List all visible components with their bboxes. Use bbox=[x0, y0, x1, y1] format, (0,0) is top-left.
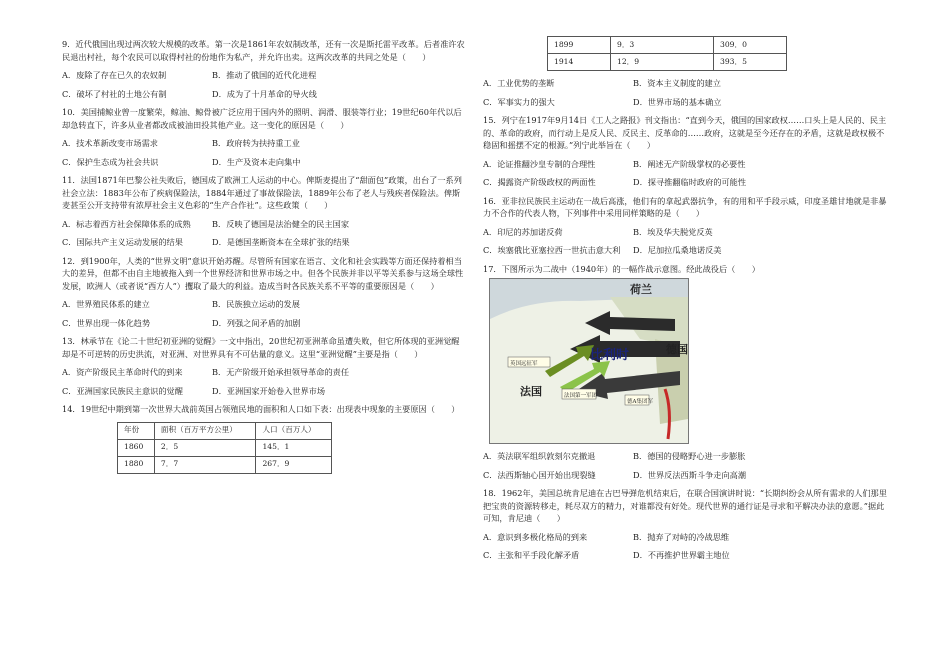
option-b[interactable]: B．德国的侵略野心进一步膨胀 bbox=[633, 451, 746, 461]
option-a[interactable]: A．资产阶级民主革命时代的到来 bbox=[62, 367, 183, 377]
question-16-text: 16．亚非拉民族民主运动在一战后高涨，他们有的拿起武器抗争，有的用和平手段示威，印度圣雄甘地就是非暴力不合作的代表人物，下列事件中采用同样策略的是（ ） bbox=[483, 195, 887, 218]
question-13-text: 13．林承节在《论二十世纪初亚洲的觉醒》一文中指出，20世纪初亚洲革命虽遭失败，但它所体现的亚洲觉醒却是不可逆转的历史洪流，对亚洲、对世界具有不可估量的意义。这里“亚洲觉醒”主要是指（ ） bbox=[62, 336, 460, 359]
question-10 bbox=[62, 106, 467, 168]
option-b[interactable]: B．资本主义制度的建立 bbox=[633, 78, 721, 88]
question-16 bbox=[483, 195, 888, 257]
question-9 bbox=[62, 38, 467, 100]
option-b[interactable]: B．民族独立运动的发展 bbox=[212, 299, 300, 309]
table-cell: 1899 bbox=[548, 37, 611, 54]
table-header: 人口（百万人） bbox=[256, 422, 332, 439]
option-b[interactable]: B．无产阶级开始承担领导革命的责任 bbox=[212, 367, 350, 377]
option-a[interactable]: A．世界殖民体系的建立 bbox=[62, 299, 150, 309]
option-c[interactable]: C．主张和平手段化解矛盾 bbox=[483, 550, 580, 560]
option-b[interactable]: B．反映了德国是法治健全的民主国家 bbox=[212, 218, 350, 229]
table-cell: 145．1 bbox=[256, 439, 332, 456]
option-c[interactable]: C．国际共产主义运动发展的结果 bbox=[62, 237, 183, 247]
option-d[interactable]: D．列强之间矛盾的加剧 bbox=[212, 317, 301, 328]
option-d[interactable]: D．尼加拉瓜桑地诺反美 bbox=[633, 245, 722, 255]
colony-table bbox=[117, 422, 332, 474]
option-d[interactable]: D．世界反法西斯斗争走向高潮 bbox=[633, 469, 747, 480]
option-d[interactable]: D．不再推护世界霸主地位 bbox=[633, 550, 730, 560]
option-c[interactable]: C．埃塞俄比亚塞拉西一世抗击意大利 bbox=[483, 245, 621, 255]
question-14-text: 14．19世纪中期到第一次世界大战前英国占领殖民地的面积和人口如下表：出现表中现象的主要原因（ ） bbox=[62, 404, 460, 414]
table-cell: 393．5 bbox=[714, 54, 787, 71]
label-belgium: 比利时 bbox=[590, 348, 630, 363]
table-cell: 9．3 bbox=[611, 37, 714, 54]
table-row bbox=[548, 54, 787, 71]
option-a[interactable]: A．意识到多极化格局的到来 bbox=[483, 531, 588, 542]
table-cell: 2．5 bbox=[154, 439, 256, 456]
option-a[interactable]: A．英法联军组织敦刻尔克撤退 bbox=[483, 451, 596, 461]
option-a[interactable]: A．印尼的苏加诺反荷 bbox=[483, 226, 563, 237]
option-b[interactable]: B．埃及华夫脱党反英 bbox=[633, 226, 713, 237]
question-12 bbox=[62, 255, 467, 330]
option-a[interactable]: A．论证推翻沙皇专制的合理性 bbox=[483, 158, 596, 169]
label-france: 法国 bbox=[520, 385, 542, 398]
option-a[interactable]: A．标志着西方社会保障体系的成熟 bbox=[62, 218, 191, 229]
left-column bbox=[62, 38, 467, 474]
option-a[interactable]: A．工业优势的垄断 bbox=[483, 78, 555, 88]
question-11-text: 11．法国1871年巴黎公社失败后，德国成了欧洲工人运动的中心。俾斯麦提出了“甜面包”政策，出台了一系列社会立法：1883年公布了疾病保险法，1884年通过了事故保险法，1889年公布了老人与残疾者保险法。俾斯麦甚至公开支持带有浓厚社会主义色彩的“生产合作社”。这些政策（ ） bbox=[62, 175, 462, 210]
table-cell: 267．9 bbox=[256, 456, 332, 473]
option-d[interactable]: D．世界市场的基本确立 bbox=[633, 96, 722, 107]
battle-map-svg bbox=[490, 279, 688, 443]
label-germany: 德国 bbox=[666, 343, 688, 356]
table-cell: 7．7 bbox=[154, 456, 256, 473]
question-18 bbox=[483, 487, 888, 562]
question-17 bbox=[483, 263, 888, 482]
table-cell: 309．0 bbox=[714, 37, 787, 54]
label-french-army: 法国第一军团 bbox=[564, 393, 598, 399]
option-c[interactable]: C．亚洲国家民族民主意识的觉醒 bbox=[62, 385, 183, 396]
option-c[interactable]: C．法西斯轴心国开始出现裂缝 bbox=[483, 469, 596, 480]
label-german-b: 德A集团军 bbox=[627, 399, 653, 405]
option-c[interactable]: C．揭露资产阶级政权的两面性 bbox=[483, 177, 596, 187]
question-14 bbox=[62, 403, 467, 474]
question-11 bbox=[62, 174, 467, 249]
option-d[interactable]: D．成为了十月革命的导火线 bbox=[212, 88, 317, 99]
option-b[interactable]: B．阐述无产阶级掌权的必要性 bbox=[633, 158, 746, 169]
table-row bbox=[548, 37, 787, 54]
option-c[interactable]: C．破坏了村社的土地公有制 bbox=[62, 88, 167, 99]
option-a[interactable]: A．技术革新改变市场需求 bbox=[62, 138, 158, 148]
option-d[interactable]: D．生产及资本走向集中 bbox=[212, 156, 301, 167]
table-cell: 12．9 bbox=[611, 54, 714, 71]
option-b[interactable]: B．抛弃了对峙的冷战思维 bbox=[633, 531, 730, 542]
question-9-text: 9．近代俄国出现过两次较大规模的改革。第一次是1861年农奴制改革，还有一次是斯托雷平改革。后者准许农民退出村社，每个农民可以取得村社的份地作为私产，并允许出卖。这两次改革的共同之处是（ ） bbox=[62, 39, 465, 62]
colony-table-continued bbox=[547, 36, 787, 71]
table-header: 面积（百万平方公里） bbox=[154, 422, 256, 439]
question-17-text: 17．下图所示为二战中（1940年）的一幅作战示意图。经此战役后（ ） bbox=[483, 263, 760, 274]
question-10-text: 10．美国捕鲸业曾一度繁荣，鲸油、鲸骨被广泛应用于国内外的照明、润滑、服装等行业；19世纪60年代以后却急转直下，许多从业者都改成被油田投其他产业。这一变化的原因是（ ） bbox=[62, 107, 462, 130]
right-column bbox=[483, 36, 888, 562]
table-row bbox=[118, 456, 332, 473]
option-c[interactable]: C．保护生态成为社会共识 bbox=[62, 156, 159, 167]
question-13 bbox=[62, 335, 467, 397]
option-d[interactable]: D．探寻推翻临时政府的可能性 bbox=[633, 177, 747, 187]
table-cell: 1880 bbox=[118, 456, 155, 473]
option-c[interactable]: C．军事实力的强大 bbox=[483, 96, 555, 107]
option-d[interactable]: D．亚洲国家开始卷入世界市场 bbox=[212, 385, 326, 396]
battle-map bbox=[489, 278, 689, 444]
question-18-text: 18．1962年，美国总统肯尼迪在古巴导弹危机结束后，在联合国演讲时说：“长期纠纷会从所有需求的人们那里把宝贵的资源转移走，耗尽双方的精力，对谁都没有好处。现代世界的通行证是寻求和平解决办法的意愿。”据此可知，肯尼迪（ ） bbox=[483, 488, 887, 523]
option-d[interactable]: D．是德国垄断资本在全球扩张的结果 bbox=[212, 237, 350, 247]
option-b[interactable]: B．政府转为扶持重工业 bbox=[212, 138, 300, 148]
label-holland: 荷兰 bbox=[630, 283, 652, 296]
question-15 bbox=[483, 114, 888, 189]
table-cell: 1860 bbox=[118, 439, 155, 456]
question-15-text: 15．列宁在1917年9月14日《工人之路报》刊文指出：“直到今天，俄国的国家政权……口头上是人民的、民主的、革命的政府，而行动上是反人民、反民主、反革命的……政府，这就是至今还存在的矛盾，这就是政权极不稳固和摇摆不定的根源。”列宁此举旨在（ ） bbox=[483, 115, 887, 150]
question-12-text: 12．到1900年，人类的“世界文明”意识开始苏醒。尽管所有国家在语言、文化和社会实践等方面还保持着相当大的差异，但都不由自主地被拖入到一个世界经济和世界市场之中。但各个民族并非以平等关系参与这场全球性发展，欧洲人（或者说“西方人”）攫取了最大的利益。造成当时各民族关系不平等的重要原因是（ ） bbox=[62, 255, 464, 291]
table-header: 年份 bbox=[118, 422, 155, 439]
option-a[interactable]: A．废除了存在已久的农奴制 bbox=[62, 70, 167, 80]
table-row bbox=[118, 439, 332, 456]
table-cell: 1914 bbox=[548, 54, 611, 71]
option-c[interactable]: C．世界出现一体化趋势 bbox=[62, 317, 151, 328]
label-anglo-french: 英国远征军 bbox=[510, 361, 538, 367]
option-b[interactable]: B．推动了俄国的近代化进程 bbox=[212, 70, 317, 80]
